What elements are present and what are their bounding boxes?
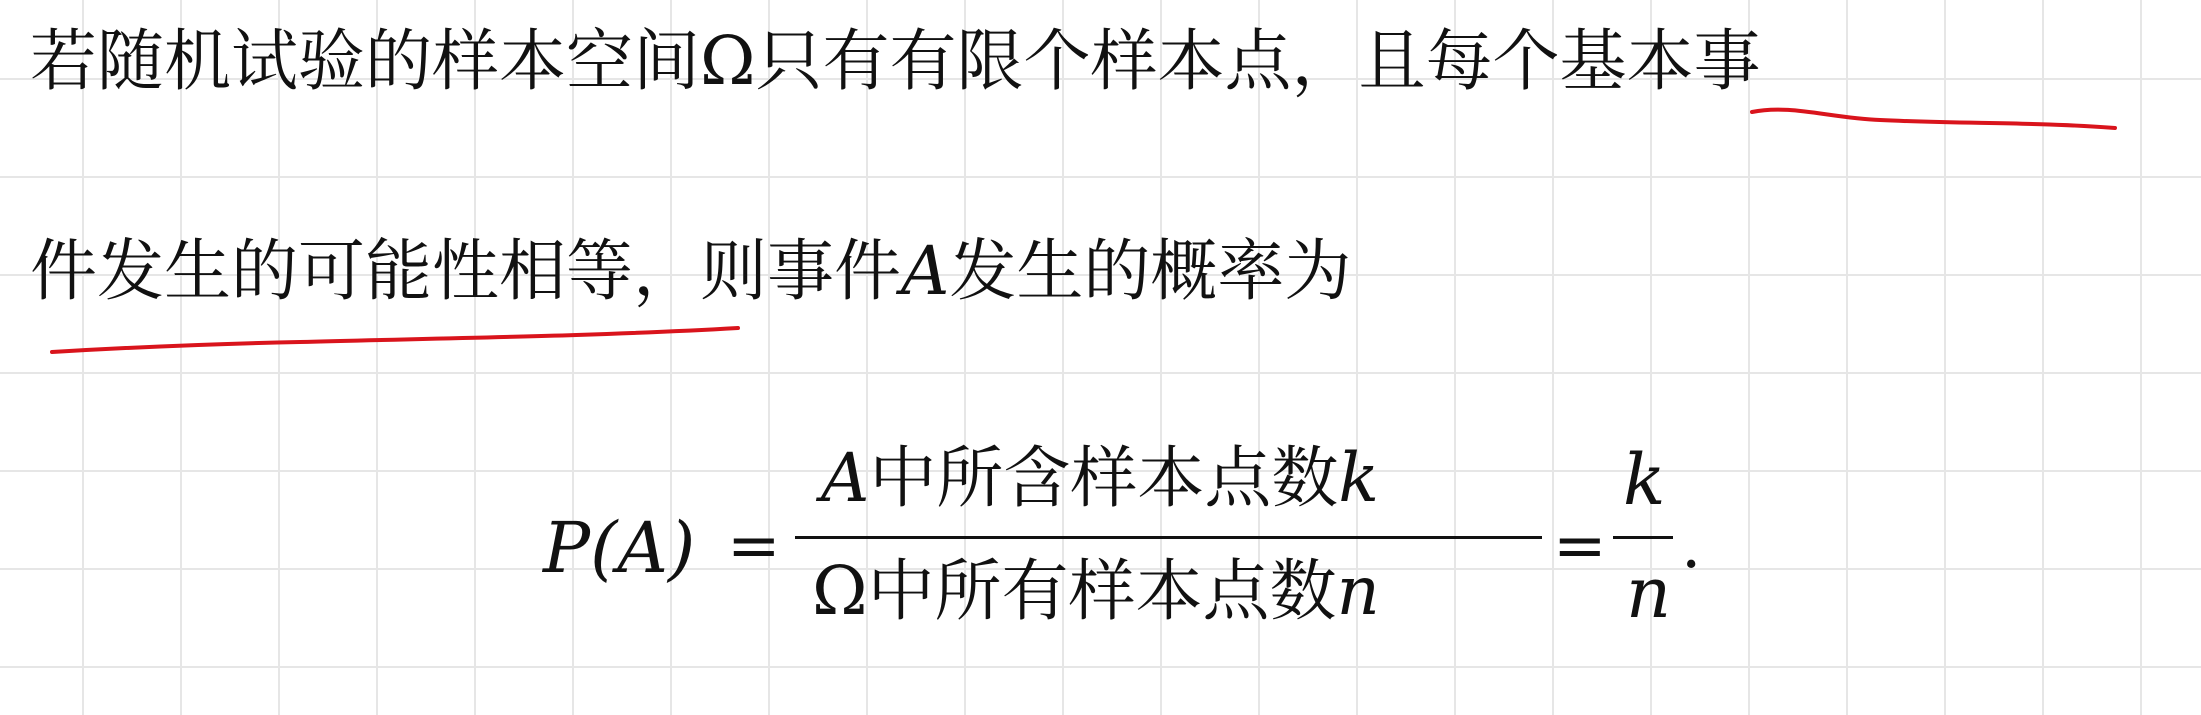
event-variable: A [901,232,950,310]
equals-sign: = [727,509,781,583]
fraction-bar [795,536,1542,539]
text-segment: 若随机试验的样本空间 [30,22,700,100]
omega-symbol: Ω [700,22,756,100]
text-segment: 发生的概率为 [949,232,1352,310]
underlined-phrase-end: 件发生的可能性相等 [30,232,633,310]
underlined-phrase-start: 每个基本事 [1425,22,1761,100]
fraction-numerator-k: k [1623,439,1666,521]
red-underline-line-2 [52,328,738,352]
formula-lhs: P(A) [543,507,696,589]
text-segment: 只有有限个样本点，且 [755,22,1426,100]
fraction-numerator: A中所含样本点数k [821,439,1379,517]
sentence-line-2 [30,232,1352,310]
fraction-denominator-n: n [1626,552,1672,634]
sentence-line-1 [30,22,1761,100]
fraction-bar [1613,536,1673,539]
text-segment: ，则事件 [633,232,901,310]
formula-period: . [1681,509,1702,583]
red-underline-line-1 [1752,110,2115,128]
fraction-denominator: Ω中所有样本点数n [812,552,1380,630]
equals-sign: = [1553,509,1607,583]
